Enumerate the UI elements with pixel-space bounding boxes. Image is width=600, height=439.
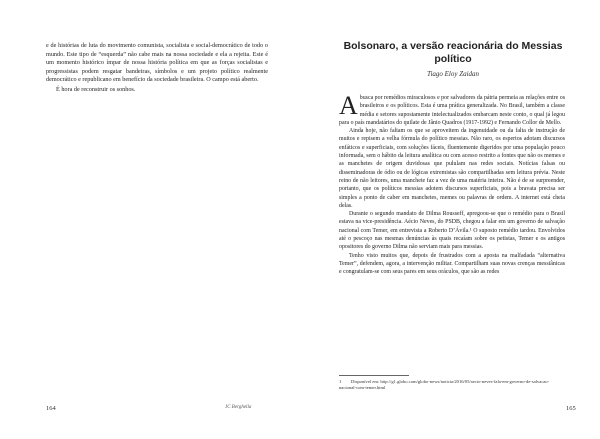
right-page-body [339,91,565,277]
chapter-author: Tiago Eloy Zaidan [426,70,480,78]
right-paragraph-3: Durante o segundo mandato de Dilma Rousseff, apregoou-se que o remédio para o Brasil estava na vice-presidência. Aécio Neves, do PSDB, chegou a falar em um governo de salvação nacional com Temer, em entrevista a Roberto D’Ávila.¹ O suposto remédio tardou. Envolvidos até o pescoço nas mesmas denúncias às quais recaíam sobre os petistas, Temer e os antigos opositores do governo Dilma não serviam mais para messias. [339,211,565,251]
left-page-body [46,42,268,95]
footnote-text: Disponível em: http://g1.globo.com/globo-news/noticia/2016/05/aecio-neves-fala-em-governo-de-salvacao-nacional-com-temer.html [339,379,550,391]
running-head-author: JC Berghella [225,405,252,410]
drop-cap: A [339,91,358,120]
right-paragraph-1-text: busca por remédios miraculosos e por salvadores da pátria permeia as relações entre os brasileiros e os políticos. Esta é uma prática generalizada. No Brasil, também a classe média e setores supostamente intelectualizados embarcam neste conto, o qual já legou para o país mandatários do quilate de Jânio Quadros (1917-1992) e Fernando Collor de Mello. [339,95,565,126]
footnote-number: 1 [339,379,342,384]
left-paragraph-1: e de histórias de luta do movimento comunista, socialista e social-democrático de todo o mundo. Este tipo de “esquerda” não cabe mais na nossa sociedade e ela a rejeita. Este é um momento histórico ímpar de nossa história política em que as forças socialistas e progressistas podem resgatar bandeiras, símbolos e um projeto político realmente democrático e republicano em benefício da sociedade brasileira. O campo está aberto. [46,42,268,84]
right-paragraph-2: Ainda hoje, não faltam os que se aproveitem da ingenuidade ou da falta de instrução de muitos e repisem a velha fórmula do político messias. Não raro, os espertos adotam discursos enfáticos e superficiais, com soluções fáceis, fluentemente digeridos por uma população pouco informada, sem o hábito da leitura analítica ou com acesso restrito a fontes que não os memes e as manchetes de origem duvidosas que pululam nas redes sociais. Notícias falsas ou disseminadoras de ódio ou de lógicas extremistas são compartilhadas sem leitura prévia. Neste reino de não leitores, uma manchete faz a vez de uma matéria inteira. Não é de se surpreender, portanto, que os políticos messias adotem discursos superficiais, pois a bravata precisa ser simples a ponto de caber em manchetes, memes ou palavras de ordem. A internet está cheia delas. [339,128,565,209]
right-paragraph-4: Tenho visto muitos que, depois de frustrados com a aposta na malfadada “alternativa Temer”, defendem, agora, a intervenção militar. Compartilham suas novas crenças messiânicas e congratulam-se com seus pares em seus oráculos, que são as redes [339,252,565,276]
page-number-right: 165 [566,405,576,412]
right-page [300,0,600,439]
page-number-left: 164 [46,405,56,412]
chapter-title: Bolsonaro, a versão reacionária do Messias político [343,40,563,65]
footnote [339,379,565,391]
left-paragraph-2: É hora de reconstruir os sonhos. [56,85,136,93]
right-paragraph-1 [339,91,565,127]
footnote-divider [339,375,409,376]
